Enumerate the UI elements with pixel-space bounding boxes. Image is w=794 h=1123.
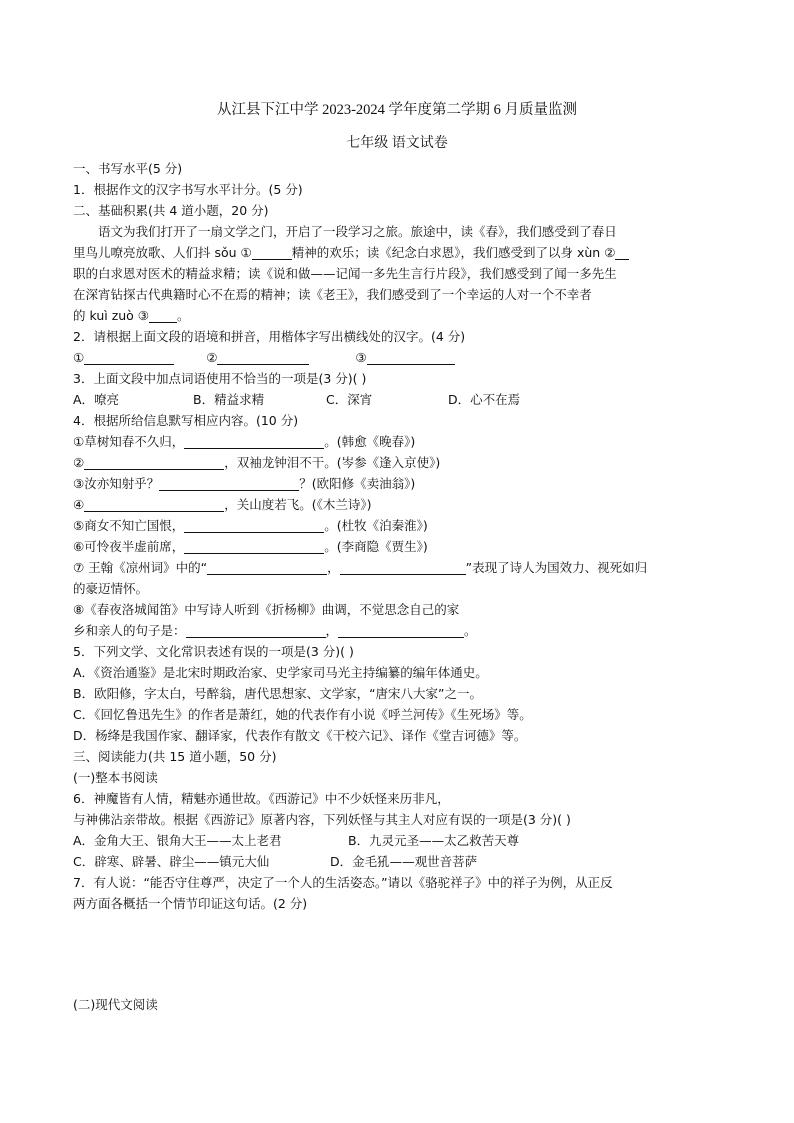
choice-b[interactable]: B．九灵元圣——太乙救苦天尊 (348, 833, 520, 848)
recite-source: ？(欧阳修《卖油翁》) (299, 476, 416, 491)
question-1: 1．根据作文的汉字书写水平计分。(5 分) (73, 182, 303, 197)
choice-a[interactable]: A．嘹亮 (73, 392, 120, 407)
subsection-heading: (二)现代文阅读 (73, 997, 158, 1012)
passage-line (73, 306, 723, 325)
passage-line (73, 243, 723, 262)
recite-source: 。(韩愈《晚春》) (324, 434, 416, 449)
question-7-cont: 两方面各概括一个情节印证这句话。(2 分) (73, 896, 308, 911)
choice-row (73, 390, 723, 409)
question-7: 7．有人说：“能否守住尊严，决定了一个人的生活姿态。”请以《骆驼祥子》中的祥子为例，从正反 (73, 875, 613, 890)
recite-blank[interactable] (186, 623, 326, 638)
answer-line (73, 348, 723, 367)
choice-c[interactable]: C．深宵 (326, 392, 373, 407)
choice-c[interactable]: C．《回忆鲁迅先生》的作者是萧红，她的代表作有小说《呼兰河传》《生死场》等。 (73, 707, 532, 722)
recite-text: ⑦ 王翰《凉州词》中的“ (73, 560, 208, 575)
recite-item (73, 432, 723, 451)
answer-blank-2[interactable] (217, 350, 309, 365)
page-title: 从江县下江中学 2023-2024 学年度第二学期 6 月质量监测 (216, 102, 578, 118)
recite-blank[interactable] (84, 455, 224, 470)
section-heading: 一、书写水平(5 分) (73, 161, 183, 176)
recite-text: 的豪迈情怀。 (73, 581, 149, 596)
question-6-cont: 与神佛沾亲带故。根据《西游记》原著内容，下列妖怪与其主人对应有误的一项是(3 分)( ) (73, 812, 571, 827)
passage-text: 精神的欢乐；读《纪念白求恩》，我们感受到了以身 xùn ② (291, 245, 616, 260)
blank-3[interactable] (149, 308, 177, 323)
choice-d[interactable]: D．心不在焉 (448, 392, 521, 407)
answer-marker: ③ (355, 350, 367, 365)
recite-blank[interactable] (184, 434, 324, 449)
recite-source: 。(李商隐《贾生》) (324, 539, 428, 554)
recite-item (73, 621, 723, 640)
passage-text: 里鸟儿嘹亮放歌、人们抖 sǒu ① (73, 245, 252, 260)
passage-line: 职的白求恩对医术的精益求精；读《说和做——记闻一多先生言行片段》，我们感受到了闻一多先生 (73, 266, 617, 281)
section-heading: 三、阅读能力(共 15 道小题，50 分) (73, 749, 277, 764)
recite-text: ”表现了诗人为国效力、视死如归 (465, 560, 648, 575)
question-2: 2．请根据上面文段的语境和拼音，用楷体字写出横线处的汉字。(4 分) (73, 329, 466, 344)
choice-a[interactable]: A．《资治通鉴》是北宋时期政治家、史学家司马光主持编纂的编年体通史。 (73, 665, 488, 680)
choice-c[interactable]: C．辟寒、辟暑、辟尘——镇元大仙 (73, 854, 270, 869)
answer-blank-1[interactable] (84, 350, 174, 365)
passage-text: 的 kuì zuò ③ (73, 308, 150, 323)
choice-row (73, 831, 723, 850)
blank-1[interactable] (252, 245, 292, 260)
recite-text: 乡和亲人的句子是： (73, 623, 186, 638)
choice-d[interactable]: D．金毛犼——观世音菩萨 (330, 854, 478, 869)
question-6: 6．神魔皆有人情，精魅亦通世故。《西游记》中不少妖怪来历非凡， (73, 791, 450, 806)
recite-text: ③汝亦知射乎？ (73, 476, 160, 491)
recite-blank[interactable] (338, 623, 464, 638)
recite-blank[interactable] (159, 476, 299, 491)
choice-d[interactable]: D．杨绛是我国作家、翻译家，代表作有散文《干校六记》、译作《堂吉诃德》等。 (73, 728, 527, 743)
recite-text: ⑧《春夜洛城闻笛》中写诗人听到《折杨柳》曲调，不觉思念自己的家 (73, 602, 460, 617)
recite-text: ， (327, 560, 340, 575)
choice-a[interactable]: A．金角大王、银角大王——太上老君 (73, 833, 282, 848)
answer-marker: ② (206, 350, 218, 365)
recite-item (73, 453, 723, 472)
recite-text: 。 (464, 623, 477, 638)
blank-2[interactable] (615, 245, 629, 260)
recite-text: ⑥可怜夜半虚前席， (73, 539, 185, 554)
answer-blank-3[interactable] (367, 350, 455, 365)
recite-item (73, 474, 723, 493)
passage-line: 语文为我们打开了一扇文学之门，开启了一段学习之旅。旅途中，读《春》，我们感受到了春日 (98, 224, 617, 239)
recite-source: 。(杜牧《泊秦淮》) (324, 518, 428, 533)
page-subtitle: 七年级 语文试卷 (346, 136, 448, 151)
recite-blank[interactable] (340, 560, 466, 575)
recite-blank[interactable] (184, 539, 324, 554)
recite-text: ①草树知春不久归， (73, 434, 185, 449)
question-3: 3．上面文段中加点词语使用不恰当的一项是(3 分)( ) (73, 371, 367, 386)
recite-text: ④ (73, 497, 85, 512)
choice-row (73, 852, 723, 871)
choice-b[interactable]: B．精益求精 (193, 392, 265, 407)
recite-item (73, 495, 723, 514)
question-4: 4．根据所给信息默写相应内容。(10 分) (73, 413, 299, 428)
recite-source: ，双袖龙钟泪不干。(岑参《逢入京使》) (224, 455, 441, 470)
recite-text: ， (325, 623, 339, 638)
recite-blank[interactable] (84, 497, 224, 512)
recite-text: ② (73, 455, 85, 470)
passage-line: 在深宵钻探古代典籍时心不在焉的精神；读《老王》，我们感受到了一个幸运的人对一个不幸者 (73, 287, 592, 302)
recite-item (73, 558, 723, 577)
recite-item (73, 537, 723, 556)
choice-b[interactable]: B．欧阳修，字太白，号醉翁，唐代思想家、文学家，“唐宋八大家”之一。 (73, 686, 483, 701)
section-heading: 二、基础积累(共 4 道小题，20 分) (73, 203, 269, 218)
recite-blank[interactable] (184, 518, 324, 533)
recite-source: ，关山度若飞。(《木兰诗》) (224, 497, 372, 512)
subsection-heading: (一)整本书阅读 (73, 770, 158, 785)
recite-item (73, 516, 723, 535)
question-5: 5．下列文学、文化常识表述有误的一项是(3 分)( ) (73, 644, 354, 659)
answer-marker: ① (73, 350, 85, 365)
passage-text: 。 (177, 308, 190, 323)
recite-blank[interactable] (207, 560, 327, 575)
recite-text: ⑤商女不知亡国恨， (73, 518, 185, 533)
